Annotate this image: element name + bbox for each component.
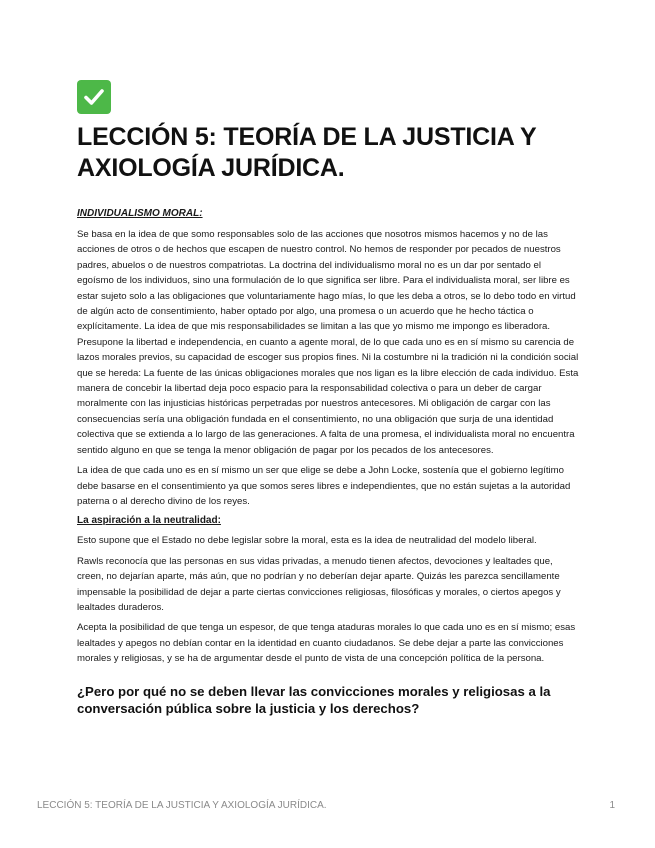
- section-heading-neutralidad: La aspiración a la neutralidad:: [77, 515, 221, 527]
- document-page: [77, 80, 579, 717]
- footer-running-title: LECCIÓN 5: TEORÍA DE LA JUSTICIA Y AXIOLOGÍA JURÍDICA.: [37, 800, 327, 811]
- footer-page-number: 1: [609, 800, 615, 811]
- paragraph-individualismo-2: La idea de que cada uno es en sí mismo un ser que elige se debe a John Locke, sostenía que el gobierno legítimo debe basarse en el consentimiento ya que somos seres libres e independientes, que no están sujetas a la autoridad paterna o al derecho divino de los reyes.: [77, 465, 571, 507]
- paragraph-neutralidad-2: Rawls reconocía que las personas en sus vidas privadas, a menudo tienen afectos, devociones y lealtades que, creen, no dejarían aparte, más aún, que no podrían y no deberían dejar aparte. Quizás les parezca sencillamente impensable la posibilidad de dejar a parte ciertas convicciones religiosas, filosóficas y morales, o ciertos apegos y lealtades duraderos.: [77, 555, 561, 613]
- paragraph-neutralidad-1: Esto supone que el Estado no debe legislar sobre la moral, esta es la idea de neutralidad del modelo liberal.: [77, 535, 537, 547]
- document-title: LECCIÓN 5: TEORÍA DE LA JUSTICIA Y AXIOLOGÍA JURÍDICA.: [77, 123, 536, 182]
- paragraph-individualismo-1: Se basa en la idea de que somo responsables solo de las acciones que nosotros mismos hacemos y no de las acciones de otros o de hechos que escapen de nuestro control. No hemos de responder por pecados de nuestros padres, abuelos o de nuestros compatriotas. La doctrina del individualismo moral no es un dar por sentado el egoísmo de los individuos, sino una formulación de lo que significa ser libre. Para el individualista moral, ser libre es estar sujeto solo a las obligaciones que voluntariamente hago mías, lo que les deba a otros, se lo debo todo en virtud de algún acto de consentimiento, haber optado por algo, una promesa o un acuerdo que he hecho táctica o explícitamente. La idea de que mis responsabilidades se limitan a las que yo mismo me impongo es liberadora. Presupone la libertad e independencia, en cuanto a agente moral, de lo que cada uno es en sí mismo su carencia de lazos morales previos, su capacidad de escoger sus propios fines. Ni la costumbre ni la tradición ni la condición social que se hereda: La fuente de las únicas obligaciones morales que nos ligan es la libre elección de cada individuo. Esta manera de concebir la libertad deja poco espacio para la responsabilidad colectiva o para un deber de cargar moralmente con las injusticias históricas perpetradas por nuestros antecesores. Mi obligación de cargar con las consecuencias sería una obligación fundada en el consentimiento, no una obligación que surja de una identidad colectiva que se extienda a lo largo de las generaciones. A falta de una promesa, el individualista moral no encuentra sentido alguno en que se tenga la menor obligación de pagar por los pecados de los antecesores.: [77, 229, 579, 456]
- section-heading-individualismo: INDIVIDUALISMO MORAL:: [77, 208, 203, 219]
- check-mark-icon: [77, 80, 111, 114]
- question-heading: ¿Pero por qué no se deben llevar las convicciones morales y religiosas a la conversación pública sobre la justicia y los derechos?: [77, 683, 551, 716]
- paragraph-neutralidad-3: Acepta la posibilidad de que tenga un espesor, de que tenga ataduras morales lo que cada uno es en sí mismo; esas lealtades y apegos no debían contar en la identidad en cuanto ciudadanos. Se debe dejar a parte las convicciones morales y religiosas, y se ha de argumentar desde el punto de vista de una concepción política de la persona.: [77, 622, 576, 665]
